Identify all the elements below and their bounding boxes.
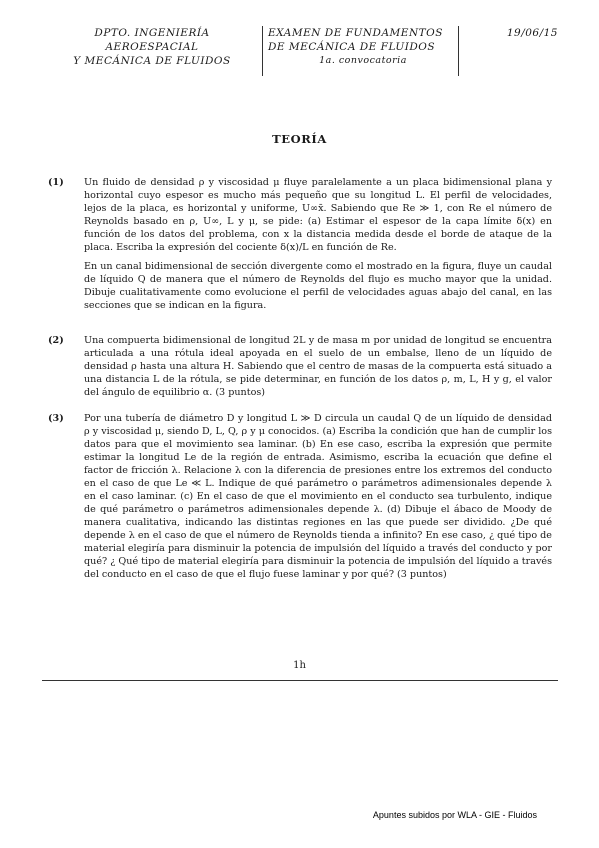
question-body	[84, 176, 552, 312]
section-title: TEORÍA	[272, 132, 327, 146]
question-number: (3)	[48, 413, 64, 424]
department-line-2: Y MECÁNICA DE FLUIDOS	[73, 55, 231, 67]
question-paragraph: Por una tubería de diámetro D y longitud L ≫ D circula un caudal Q de un líquido de densidad ρ y viscosidad μ, siendo D, L, Q, ρ y μ conocidos. (a) Escriba la condición que han de cumplir los datos para que el movimiento sea laminar. (b) En ese caso, escriba la expresión que permite estimar la longitud Le de la región de entrada. Asimismo, escriba la ecuación que define el factor de fricción λ. Relacione λ con la diferencia de presiones entre los extremos del conducto en el caso de que Le ≪ L. Indique de qué parámetro o parámetros adimensionales depende λ en el caso laminar. (c) En el caso de que el movimiento en el conducto sea turbulento, indique de qué parámetro o parámetros adimensionales depende λ. (d) Dibuje el ábaco de Moody de manera cualitativa, indicando las distintas regiones en las que puede ser dividido. ¿De qué depende λ en el caso de que el número de Reynolds tienda a infinito? En ese caso, ¿ qué tipo de material elegiría para disminuir la potencia de impulsión del líquido a través del conducto y por qué? ¿ Qué tipo de material elegiría para disminuir la potencia de impulsión del líquido a través del conducto en el caso de que el flujo fuese laminar y por qué? (3 puntos)	[84, 413, 552, 580]
department-block	[46, 26, 258, 68]
page-number: 1h	[293, 660, 306, 671]
header-divider-right	[458, 26, 459, 76]
footer-credit: Apuntes subidos por WLA - GIE - Fluidos	[372, 810, 537, 820]
question-number: (1)	[48, 177, 64, 188]
question-paragraph: En un canal bidimensional de sección divergente como el mostrado en la figura, fluye un caudal de líquido Q de manera que el número de Reynolds del flujo es mucho mayor que la unidad. Dibuje cualitativamente como evolucione el perfil de velocidades aguas abajo del canal, en las secciones que se indican en la figura.	[84, 261, 552, 311]
exam-title-line-2: DE MECÁNICA DE FLUIDOS	[268, 41, 436, 53]
exam-title-line-1: EXAMEN DE FUNDAMENTOS	[268, 27, 443, 39]
exam-header	[46, 26, 558, 70]
question-paragraph: Un fluido de densidad ρ y viscosidad μ fluye paralelamente a un placa bidimensional plana y horizontal cuyo espesor es mucho más pequeño que su longitud L. El perfil de velocidades, lejos de la placa, es horizontal y uniforme, U∞x̄. Sabiendo que Re ≫ 1, con Re el número de Reynolds basado en ρ, U∞, L y μ, se pide: (a) Estimar el espesor de la capa límite δ(x) en función de los datos del problema, con x la distancia medida desde el borde de ataque de la placa. Escriba la expresión del cociente δ(x)/L en función de Re.	[84, 177, 552, 253]
question-paragraph: Una compuerta bidimensional de longitud 2L y de masa m por unidad de longitud se encuentra articulada a una rótula ideal apoyada en el suelo de un embalse, lleno de un líquido de densidad ρ hasta una altura H. Sabiendo que el centro de masas de la compuerta está situado a una distancia L de la rótula, se pide determinar, en función de los datos ρ, m, L, H y g, el valor del ángulo de equilibrio α. (3 puntos)	[84, 335, 552, 398]
question-2	[48, 334, 552, 405]
question-3	[48, 412, 552, 587]
exam-title-block	[268, 26, 458, 68]
header-divider-left	[262, 26, 263, 76]
department-line-1: DPTO. INGENIERÍA AEROESPACIAL	[94, 27, 210, 53]
question-number: (2)	[48, 335, 64, 346]
question-1	[48, 176, 552, 318]
bottom-rule	[42, 680, 558, 681]
exam-date: 19/06/15	[506, 27, 558, 39]
exam-call: 1a. convocatoria	[319, 55, 407, 66]
question-body	[84, 412, 552, 581]
question-body	[84, 334, 552, 399]
